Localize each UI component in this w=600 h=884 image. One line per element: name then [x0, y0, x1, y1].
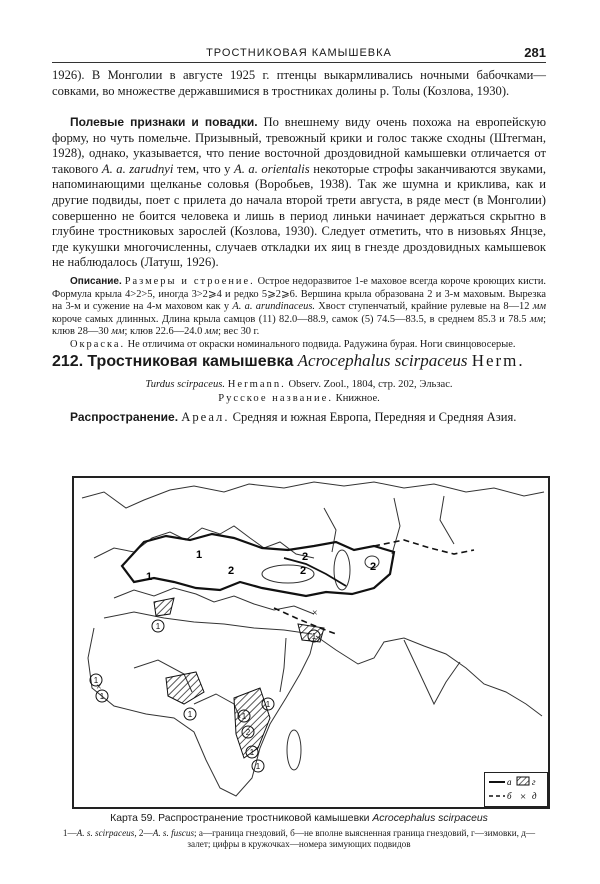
black-sea	[262, 565, 314, 583]
caption-text: 1—	[62, 828, 77, 838]
winter-number: 1	[241, 712, 247, 721]
legend-cross: ×	[520, 791, 527, 803]
nile-river	[280, 638, 286, 692]
range-number: 2	[302, 551, 309, 563]
running-title: ТРОСТНИКОВАЯ КАМЫШЕВКА	[206, 47, 392, 59]
wintering-area	[154, 598, 174, 616]
taxon-name: A. s. fuscus	[152, 828, 195, 838]
field-signs-paragraph	[52, 115, 546, 271]
range-number: 2	[228, 565, 235, 577]
congo-river	[194, 694, 240, 718]
field-signs-text: По внешнему виду очень похожа на европейскую форму, но чуть помельче. Призывный, тревожный крики и голос также сходны (Штегман, 1928), однако, указывается, что пение восточной дроздовидной камышевки отличается от такового	[52, 115, 546, 176]
species-common-name: Тростниковая камышевка	[87, 353, 294, 370]
winter-number: 2	[245, 728, 251, 737]
field-signs-text: тем, что у	[173, 161, 235, 176]
taxon-name: A. s. scirpaceus	[76, 828, 135, 838]
river	[324, 508, 336, 552]
page-number: 281	[524, 45, 546, 60]
legend-d: д	[532, 791, 537, 801]
arabia-outline	[316, 636, 542, 716]
taxon-name: A. a. orientalis	[234, 161, 310, 176]
legend-a: а	[507, 777, 512, 787]
description-label: Описание.	[70, 276, 122, 287]
europe-coast	[94, 526, 314, 558]
winter-number: 1	[99, 692, 105, 701]
caption-latin: Acrocephalus scirpaceus	[372, 813, 488, 824]
range-number: 1	[196, 549, 203, 561]
subspecies-boundary	[284, 558, 346, 586]
uncertain-range-boundary	[374, 540, 474, 554]
russian-name-label: Русское название.	[218, 393, 333, 404]
range-number: 2	[300, 565, 307, 577]
north-africa-coast	[104, 612, 312, 634]
color-text: Не отличима от окраски номинального подвида. Радужина бурая. Ноги свинцовосерые.	[125, 338, 516, 350]
unit: мм	[529, 313, 544, 325]
caption-label: Карта 59. Распространение тростниковой камышевки	[110, 813, 373, 824]
species-author: Herm.	[471, 351, 525, 370]
description-paragraph	[52, 276, 546, 352]
field-signs-text: некоторые строфы заканчиваются звуками, напоминающими щелканье соловья (Воробьев, 1938). Так же шумна и криклива, как и другие подвиды, поет с прилета до начала второй трети августа, в ряде мест (в Монголии) совершенно не боится человека и лишь в период линьки начинает держаться скрытно в глубине тростниковых зарослей (Козлова, 1930). Следует отметить, что в низовьях Янцзе, где кукушки многочисленны, случаев откладки их яиц в гнезде дроздовидных камышевок не наблюдалось (Латуш, 1926).	[52, 161, 546, 270]
range-map	[72, 476, 550, 809]
winter-number: 1	[311, 632, 317, 641]
synonym-line	[52, 378, 546, 391]
eurasia-coastline	[82, 482, 544, 508]
legend-g: г	[532, 777, 536, 787]
winter-number: 1	[265, 700, 271, 709]
species-heading	[52, 351, 546, 372]
sizes-label: Размеры и строение.	[124, 276, 255, 287]
range-number: 1	[146, 571, 153, 583]
africa-outline	[88, 628, 314, 796]
synonym-reference: Observ. Zool., 1804, стр. 202, Эльзас.	[285, 379, 453, 390]
winter-number: 1	[93, 676, 99, 685]
description-text: Хвост ступенчатый, крайние рулевые на 8—12	[314, 301, 533, 313]
running-header	[52, 44, 546, 63]
description-text: ; вес 30 г.	[218, 326, 260, 338]
india-outline	[404, 640, 460, 704]
winter-number: 1	[155, 622, 161, 631]
unit: мм	[204, 326, 219, 338]
vagrant-mark: ×	[96, 682, 102, 693]
unit: мм	[532, 301, 546, 313]
distribution-text: Средняя и южная Европа, Передняя и Средняя Азия.	[229, 410, 517, 424]
vagrant-mark: ×	[312, 608, 318, 619]
distribution-label: Распространение.	[70, 410, 179, 424]
description-text: Остроe недоразвитое 1-е маховое всегда короче кроющих кисти. Формула крыла 4>2>5, иногда 3>2⩾4 и редко 5⩾2⩾6. Вершина крыла образована 2 и 3-м маховым. Вырезка на 3-м и сужение на 4-м маховом как у	[52, 276, 546, 313]
areal-label: Ареал.	[181, 410, 230, 424]
taxon-name: A. a. arundinaceus.	[232, 301, 315, 313]
description-text: ; клюв 22.6—24.0	[124, 326, 205, 338]
winter-number: 1	[255, 762, 261, 771]
unit: мм	[111, 326, 125, 338]
legend-hatch-box	[517, 777, 529, 785]
winter-number: 1	[187, 710, 193, 719]
legend-drawing	[485, 773, 545, 804]
range-number: 2	[370, 561, 377, 573]
caption-text: , 2—	[134, 828, 153, 838]
river	[440, 496, 454, 544]
river	[392, 498, 400, 554]
legend-b: б	[507, 791, 512, 801]
field-signs-label: Полевые признаки и повадки.	[70, 115, 258, 129]
description-text: ; клюв 28—30	[52, 313, 546, 338]
intro-paragraph: 1926). В Монголии в августе 1925 г. птенцы выкармливались ночными бабочками—совками, во множестве державшимися в тростниках долины р. Толы (Козлова, 1930).	[52, 68, 546, 98]
synonym-name: Turdus scirpaceus.	[145, 379, 226, 390]
map-caption-details	[52, 828, 546, 850]
map-legend	[484, 772, 548, 807]
color-label: Окраска.	[70, 338, 126, 350]
distribution-paragraph	[52, 410, 546, 426]
description-text: короче самых длинных. Длина крыла самцов (11) 82.0—88.9, самок (5) 74.5—83.5, в среднем 85.3 и 78.5	[52, 313, 530, 325]
russian-name-value: Книжное.	[332, 393, 380, 404]
map-drawing	[74, 478, 548, 807]
wintering-area	[166, 672, 204, 704]
synonym-author: Hermann.	[227, 379, 286, 390]
species-number: 212.	[52, 353, 84, 370]
map-caption	[52, 813, 546, 825]
caption-text: ; а—граница гнездовий, б—не вполне выясненная граница гнездовий, г—зимовки, д—залет; цифры в кружочках—номера зимующих подвидов	[187, 828, 536, 849]
taxon-name: A. a. zarudnyi	[101, 161, 174, 176]
madagascar	[287, 730, 301, 770]
species-latin-name: Acrocephalus scirpaceus	[297, 351, 468, 370]
russian-name-line	[52, 392, 546, 405]
winter-number: 1	[249, 748, 255, 757]
